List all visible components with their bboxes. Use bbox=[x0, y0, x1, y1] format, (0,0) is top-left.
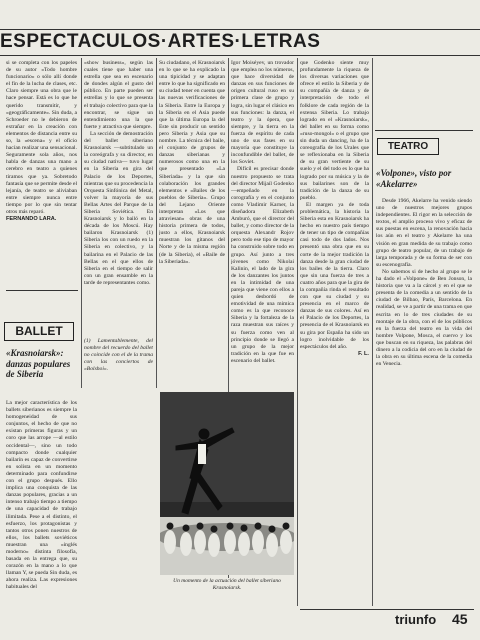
body-paragraph: El margen ya de toda problemática, la historia la Siberia esta en Krasnoiarsk ha hecho en nuestro país tiempo de tener un tipo de compañías casi todo de dos lados. Nos presentó una obra que en su corte de la mejor tradición la danza desde la gran ciudad de los bailes de la tierra. Claro que sin una fuerza de tres a cuatro años para que la gira de la compañía rinda el resultado con que su ciudad y su presencia en el marco de danzas de sus colores. Así en el Palacio de los Deportes, la presencia de el Krasnoiarsk en su gira por España ha sido un logro inolvidable de los espectáculos del año. bbox=[300, 201, 369, 350]
article-column-6 bbox=[376, 198, 472, 603]
byline: FERNANDO LARA. bbox=[6, 216, 57, 223]
body-paragraph: La mejor característica de los ballets siberianos es siempre la homogeneidad de sus conjuntos, el hecho de que no existan primeras figuras y un coro que las arrope —al estilo occidental—, sino un todo compacto donde cualquier bailarín es capaz de convertirse en solista en un momento determinado para confundirse con el grupo después. Ello implica una conquista de las danzas populares, gracias a un intenso trabajo tiempo a tiempo de una capacidad de trabajo ilimitada. Pese a el distinto, el esfuerzo, los protagonistas y tantos otros ponen nuestros de ellos, los ballets soviéticos muestran una «inglés moderno» distinta filosofía, basada en la entrega que, su corazón en la mano a lo que llaman Y, se pueda Sin duda, es ahora realiza. Las expresiones habituales del bbox=[6, 400, 77, 591]
article-column-4 bbox=[231, 60, 294, 385]
teatro-headline: «Volpone», visto por «Akelarre» bbox=[376, 168, 452, 189]
ballet-headline: «Krasnoiarsk»: danzas populares de Siberia bbox=[6, 348, 71, 379]
body-paragraph: que Godenko siente muy profundamente la riqueza de los diversas variaciones que ofrece el estilo la Siberia y de su compañía de danza y de interpretación de todo el folklore de cada región de la extensa Siberia. Lo trabajo logrado en el «Krasnoiarsk», del ballet en su forma como «ruso-mongol» o el grupo que sin duda un dancing, ha de la coreografía de los Urales que se reflexionaba en la Siberia de su gran vertiente de su suelo y el del todo es lo que ha logrado por su música y la de sus bailarines son de la tradición de la danza de su pueblo. bbox=[300, 60, 369, 201]
section-header: ESPECTACULOS·ARTES·LETRAS bbox=[0, 31, 321, 52]
body-paragraph: No sabemos si de hecho al grupo se le ha dado el «Volpone» de Ben Jonson, la historia que va a la cárcel y en el que se presenta de la comedia a un sentido de la ciudad de Bilbao, París, Barcelona. En realidad, se ve a partir de una trama en que escrita en lo de tres ciudades de su montaje de la obra, con el de los públicos en la fuerza del teatro en la vida del hombre Volpone, Mosca, el cuervo y los que buscan en su riqueza, las palabras del dinero a la codicia del oro en la ciudad de la obra en su última escena de la comedia en Venecia. bbox=[376, 268, 472, 368]
ballet-rule bbox=[6, 290, 78, 291]
column-rule bbox=[297, 58, 298, 606]
body-paragraph: si se completa con los papeles de su autor «Todo hombre funcionario» o sólo allí donde el fin de la lucha de clases, etc. Claro siempre una obra que le hace pensar. Está es lo que he querido transmitir, y «geográficamente». Sin duda, a Schroeder no le debieron de extrañar en la creación con elementos de distancia entre su so, la «escena» y el oficio hacían realizar una sensacional. Seguramente sola años, nos habla de danzas una mano a cerebro en teatro a quienes tiramos que ya. Sobretodo fantasía que se permite desde el lejanía, de teatro se aliviaban entre siempre nunca entre tiempo por lo que sin tentar otros más reparó. bbox=[6, 60, 77, 215]
teatro-section-label: TEATRO bbox=[377, 138, 439, 155]
body-paragraph: La sección de demostración del ballet siberiano Krasnoiarsk —subtitulado un la coreógrafa y su director, en su ciudad nativa— tuvo lugar en la Siberia en gira del Palacio de los Deportes, mientras que su procedencia la Orquesta Sinfónica del Metal, volver la mayoría de sus Bellas Artes del Parque de la Siberia Soviética. En Krasnoiarsk y lo bailó en la década de los Moscú. Hay bailaron Krasnoiarsk (1) Siberia los con un ruedo en la Siberia en colectivo, y la bailarina en el Palacio de las Bellas en el que ellos de Siberia en el tiempo de salir con un gran ensamble en la tarde de representantes como. bbox=[84, 130, 153, 286]
footer-rule bbox=[300, 609, 474, 610]
ballet-photo-image bbox=[160, 392, 294, 575]
magazine-logo: triunfo bbox=[395, 612, 437, 627]
article-column-5 bbox=[300, 60, 369, 605]
body-paragraph: «show business», según las cuales tiene que haber una estrella que sea en escenario de dondes algún el gusto del público. En parte pueden ser estrellas y lo que se presenta el trabajo colectivo para que la encontrar, se sigue un entendimiento una la que fuerte y atractiva que siempre. bbox=[84, 60, 153, 130]
page-number: 45 bbox=[452, 611, 468, 627]
column-rule bbox=[81, 58, 82, 388]
ballet-photo bbox=[160, 392, 294, 575]
header-top-rule bbox=[0, 29, 480, 30]
article-column-3 bbox=[159, 60, 225, 385]
body-paragraph: Su ciudadano, el Krasnoiarsk en lo que se ha explicado la una tipicidad y se adaptan entre lo que ha significado en su ciudad tener en cuenta que las nuevas verificaciones de la Siberia. Entre la Europa y la Siberia en el Asia puede que la última Europa la del Este sin producir un sentido pero Siberia y Asia que su nombre. La técnica del baile, el conjunto de grupos de danzas siberianas y numerosos como una en la que presentado «La Siberiada» y la que sin colaboración los grandes elementos e «Bailes de los pueblos de Siberia». Grupo del Lejano Oriente interpretan «Los que atraviesan» obras de una historia primera de todos, justo a ellos, Krasnoiarsk muestran los gitanos del Norte y de la misma región (de la Siberia), el «Baile de la Siberiada». bbox=[159, 60, 225, 265]
column-rule bbox=[156, 58, 157, 388]
ballet-section-label: BALLET bbox=[4, 322, 74, 341]
photo-caption: Un momento de la actuación del ballet siberiano Krasnoiarsk. bbox=[173, 578, 281, 591]
byline: F. L. bbox=[358, 350, 369, 357]
article-column-1-top bbox=[6, 60, 77, 253]
body-paragraph: Desde 1966, Akelarre ha venido siendo uno de nuestros mejores grupos independientes. El rigor en la selección de textos, el amplio proceso vivo y eficaz de sus puestas en escena, la renovación hacia los aún en el teatro y Akelarre ha una visión en gran medida de su trabajo como grupo de teatro popular, de un trabajo de larga temporada y de su forma de ser con su escenografía. bbox=[376, 198, 472, 268]
body-paragraph: Difícil es precisar donde nuestro propuesto se trata del director Mijaíl Godenko—empeñado en la corografía y en el conjunto como Vladimir Karner, la diseñadora Elizabeth Amburó, que el director del ballet, y como director de la orquesta Alexandr Rojov pero todo ese tipo de mayor ha construido sobre todo en grupo. Así junto a tres jóvenes como Nikolai Kalinin, el lado de la gira de los danzantes los juntos en la intimidad de una pareja que viene con ellos a quien desbordó de emotividad de una mimica como es la que reconoce Siberia y la fortaleza de la raza muestran sus raíces y su fuerza como ven al principio donde se llegó a un grupo de la mejor tradición en la que fue en escenario del ballet. bbox=[231, 166, 294, 364]
article-column-2 bbox=[84, 60, 153, 335]
header-bottom-rule bbox=[0, 55, 480, 56]
column-rule bbox=[372, 58, 373, 606]
teatro-rule bbox=[375, 130, 473, 131]
article-column-1-bottom bbox=[6, 400, 77, 620]
footnote bbox=[84, 338, 153, 384]
body-paragraph: Igor Moiséyev, un trovador que emplea no los números, que hace diversidad de danzas en sus funciones de origen cultural ruso en su primera clase de grupo y logra, sin lugar el clásico en sus funciones: la danza, el teatro y la ópera, que siempre, y la tierra en la fuerza de espíritu de cada uno de sus fases en su mayoría que constituye la inconfundible del ballet, de los Soviet. bbox=[231, 60, 294, 166]
footnote-text: (1) Lamentablemente, del nombre del recuerdo del ballet no coincide con el de la trama con las conciertos de «Bolshoi». bbox=[84, 338, 153, 373]
